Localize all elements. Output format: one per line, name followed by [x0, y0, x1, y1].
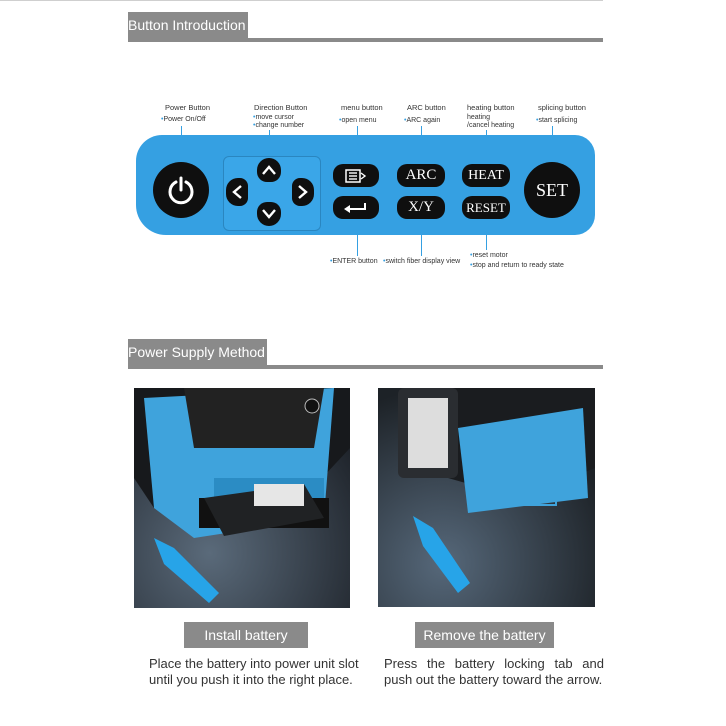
set-button[interactable]: SET — [524, 162, 580, 218]
install-battery-photo — [134, 388, 350, 608]
heating-button-desc2: /cancel heating — [467, 122, 515, 129]
chevron-left-icon — [231, 184, 243, 200]
install-battery-description: Place the battery into power unit slot until you push it into the right place. — [149, 656, 359, 687]
heating-button-desc1: heating — [467, 114, 490, 121]
chevron-right-icon — [297, 184, 309, 200]
reset-button-desc2: •stop and return to ready state — [470, 262, 564, 269]
enter-button[interactable] — [333, 196, 379, 219]
right-button[interactable] — [292, 178, 314, 206]
left-button[interactable] — [226, 178, 248, 206]
menu-button[interactable] — [333, 164, 379, 187]
power-button-title: Power Button — [165, 103, 211, 112]
menu-icon — [345, 169, 367, 183]
remove-battery-image — [378, 388, 595, 607]
section-title: Power Supply Method — [128, 339, 267, 366]
arc-button-title: ARC button — [407, 103, 446, 112]
heating-button-title: heating button — [467, 103, 515, 112]
reset-button-desc1: •reset motor — [470, 252, 508, 259]
power-button-desc: •Power On/Off — [161, 116, 206, 123]
reset-button[interactable]: RESET — [462, 196, 510, 219]
heat-button[interactable]: HEAT — [462, 164, 510, 187]
install-battery-caption: Install battery — [184, 622, 308, 648]
menu-button-desc: •open menu — [339, 117, 377, 124]
remove-battery-description: Press the battery locking tab and push out the battery toward the arrow. — [384, 656, 604, 687]
direction-button-desc2: •change number — [253, 122, 305, 129]
remove-battery-photo — [378, 388, 595, 607]
splicing-button-title: splicing button — [538, 103, 586, 112]
chevron-up-icon — [261, 164, 277, 176]
section-title: Button Introduction — [128, 12, 248, 39]
remove-battery-caption: Remove the battery — [415, 622, 554, 648]
power-button[interactable] — [153, 162, 209, 218]
enter-icon — [343, 201, 369, 215]
direction-button-title: Direction Button — [254, 103, 308, 112]
splicing-button-desc: •start splicing — [536, 117, 578, 124]
chevron-down-icon — [261, 208, 277, 220]
xy-button-desc: •switch fiber display view — [383, 258, 461, 265]
down-button[interactable] — [257, 202, 281, 226]
menu-button-title: menu button — [341, 103, 383, 112]
power-icon — [165, 174, 197, 206]
section-header-power — [128, 339, 603, 369]
arc-button-desc: •ARC again — [404, 117, 441, 124]
xy-button[interactable]: X/Y — [397, 196, 445, 219]
arc-button[interactable]: ARC — [397, 164, 445, 187]
top-divider — [0, 0, 603, 1]
up-button[interactable] — [257, 158, 281, 182]
install-battery-image — [134, 388, 350, 608]
section-header-buttons — [128, 12, 603, 42]
enter-button-desc: •ENTER button — [330, 258, 378, 265]
direction-button-desc1: •move cursor — [253, 114, 294, 121]
